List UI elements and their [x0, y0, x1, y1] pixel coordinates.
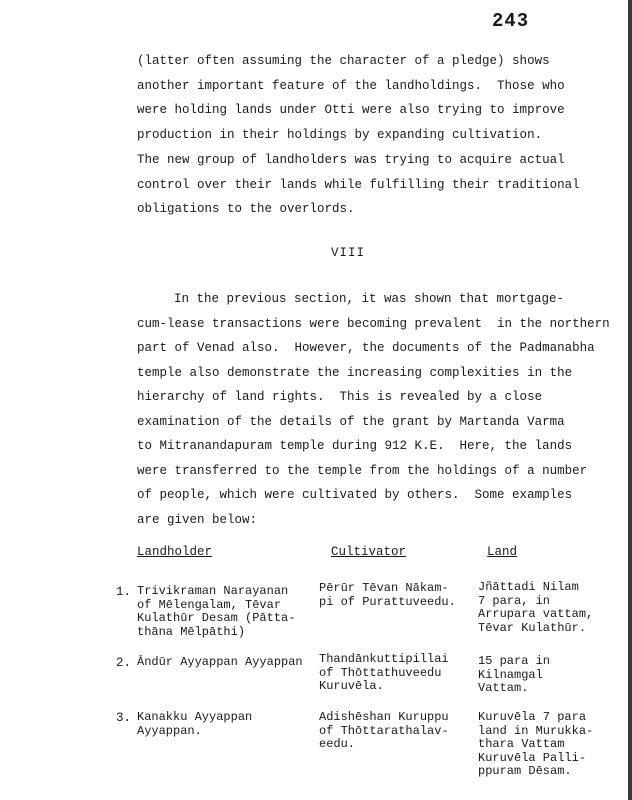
- paragraph1-line: were holding lands under Otti were also trying to improve: [137, 103, 565, 117]
- row-number: 1.: [116, 585, 132, 599]
- row-land: Kuruvēla 7 para land in Murukka- thara Vattam Kuruvēla Palli- ppuram Dēsam.: [478, 710, 594, 778]
- column-header-landholder: Landholder: [137, 545, 213, 559]
- row-number: 3.: [116, 711, 132, 725]
- paragraph2-line: cum-lease transactions were becoming prevalent in the northern: [137, 317, 610, 331]
- row-number: 2.: [116, 656, 132, 670]
- paragraph2-line: In the previous section, it was shown that mortgage-: [174, 292, 565, 306]
- paragraph2-line: are given below:: [137, 513, 258, 527]
- paragraph1-line: The new group of landholders was trying to acquire actual: [137, 153, 565, 167]
- row-cultivator: Thandānkuttipillai of Thōttathuveedu Kuruvēla.: [319, 652, 449, 693]
- paragraph1-line: (latter often assuming the character of a pledge) shows: [137, 54, 550, 68]
- page-number: 243: [492, 10, 530, 32]
- paragraph2-line: examination of the details of the grant by Martanda Varma: [137, 415, 565, 429]
- paragraph2-line: were transferred to the temple from the holdings of a number: [137, 464, 588, 478]
- paragraph2-line: hierarchy of land rights. This is revealed by a close: [137, 390, 543, 404]
- paragraph1-line: another important feature of the landholdings. Those who: [137, 79, 565, 93]
- paragraph1-line: control over their lands while fulfilling their traditional: [137, 178, 580, 192]
- column-header-land: Land: [487, 545, 518, 559]
- scan-edge: [628, 0, 632, 800]
- paragraph2-line: of people, which were cultivated by others. Some examples: [137, 488, 573, 502]
- row-cultivator: Pērūr Tēvan Nākam- pi of Purattuveedu.: [319, 581, 456, 609]
- column-header-cultivator: Cultivator: [331, 545, 407, 559]
- row-cultivator: Adishēshan Kuruppu of Thōttarathalav- eedu.: [319, 710, 449, 751]
- paragraph2-line: temple also demonstrate the increasing complexities in the: [137, 366, 573, 380]
- row-land: Jñāttadi Nilam 7 para, in Arrupara vattam, Tēvar Kulathūr.: [478, 580, 594, 635]
- row-landholder: Trivikraman Narayanan of Mēlengalam, Tēvar Kulathūr Desam (Pātta- thāna Mēlpāthi): [137, 584, 296, 639]
- section-heading: VIII: [331, 246, 366, 260]
- row-landholder: Kanakku Ayyappan Ayyappan.: [137, 710, 253, 738]
- paragraph1-line: production in their holdings by expanding cultivation.: [137, 128, 543, 142]
- paragraph1-line: obligations to the overlords.: [137, 202, 355, 216]
- row-land: 15 para in Kilnamgal Vattam.: [478, 654, 551, 695]
- row-landholder: Āndūr Ayyappan Ayyappan: [137, 655, 303, 669]
- paragraph2-line: part of Venad also. However, the documents of the Padmanabha: [137, 341, 595, 355]
- paragraph2-line: to Mitranandapuram temple during 912 K.E. Here, the lands: [137, 439, 573, 453]
